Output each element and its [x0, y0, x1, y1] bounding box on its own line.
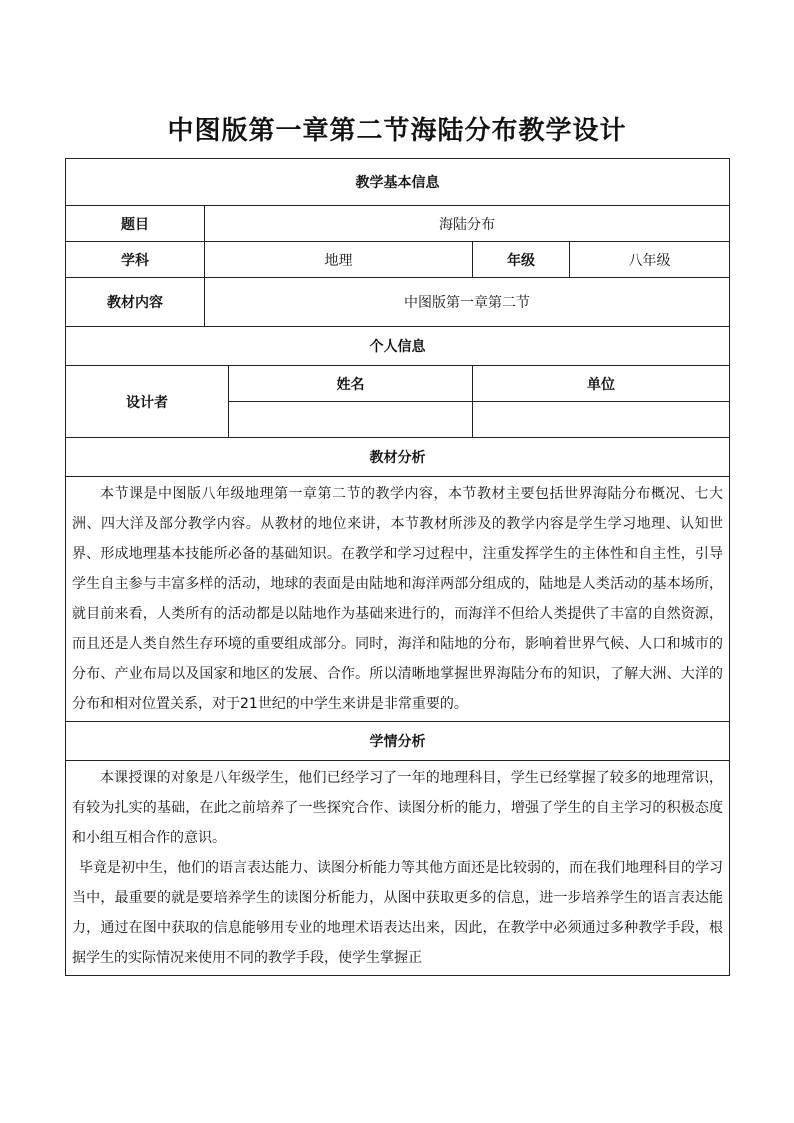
student-analysis-cell — [66, 761, 730, 976]
material-analysis-cell — [66, 477, 730, 722]
material-label: 教材内容 — [66, 278, 205, 327]
grade-value: 八年级 — [570, 242, 730, 278]
material-value: 中图版第一章第二节 — [205, 278, 730, 327]
document-title: 中图版第一章第二节海陆分布教学设计 — [167, 116, 627, 146]
basic-info-header-row — [66, 159, 730, 206]
student-analysis-row — [66, 761, 730, 976]
personal-info-header: 个人信息 — [66, 327, 730, 366]
personal-info-header-row — [66, 327, 730, 366]
unit-label: 单位 — [473, 366, 730, 402]
name-value-cell — [229, 402, 473, 438]
material-row — [66, 278, 730, 327]
basic-info-header: 教学基本信息 — [66, 159, 730, 206]
lesson-plan-table — [65, 158, 730, 976]
student-analysis-para-1: 本课授课的对象是八年级学生，他们已经学习了一年的地理科目，学生已经掌握了较多的地理常识，有较为扎实的基础，在此之前培养了一些探究合作、读图分析的能力，增强了学生的自主学习的积极态度和小组互相合作的意识。 — [72, 770, 724, 846]
material-analysis-text: 本节课是中图版八年级地理第一章第二节的教学内容，本节教材主要包括世界海陆分布概况、七大洲、四大洋及部分教学内容。从教材的地位来讲，本节教材所涉及的教学内容是学生学习地理、认知世界、形成地理基本技能所必备的基础知识。在教学和学习过程中，注重发挥学生的主体性和自主性，引导学生自主参与丰富多样的活动，地球的表面是由陆地和海洋两部分组成的，陆地是人类活动的基本场所，就目前来看，人类所有的活动都是以陆地作为基础来进行的，而海洋不但给人类提供了丰富的自然资源，而且还是人类自然生存环境的重要组成部分。同时，海洋和陆地的分布，影响着世界气候、人口和城市的分布、产业布局以及国家和地区的发展、合作。所以清晰地掌握世界海陆分布的知识，了解大洲、大洋的分布和相对位置关系，对于21世纪的中学生来讲是非常重要的。 — [72, 486, 724, 712]
unit-value-cell — [473, 402, 730, 438]
student-analysis-header: 学情分析 — [66, 722, 730, 761]
material-analysis-row — [66, 477, 730, 722]
topic-label: 题目 — [66, 206, 205, 242]
student-analysis-para-2: 毕竟是初中生，他们的语言表达能力、读图分析能力等其他方面还是比较弱的，而在我们地理科目的学习当中，最重要的就是要培养学生的读图分析能力，从图中获取更多的信息，进一步培养学生的语言表达能力，通过在图中获取的信息能够用专业的地理术语表达出来，因此，在教学中必须通过多种教学手段，根据学生的实际情况来使用不同的教学手段，使学生掌握正 — [72, 860, 724, 966]
name-label: 姓名 — [229, 366, 473, 402]
student-analysis-header-row — [66, 722, 730, 761]
material-analysis-header: 教材分析 — [66, 438, 730, 477]
material-analysis-header-row — [66, 438, 730, 477]
designer-label: 设计者 — [66, 366, 229, 438]
grade-label: 年级 — [473, 242, 570, 278]
subject-row — [66, 242, 730, 278]
subject-value: 地理 — [205, 242, 473, 278]
designer-row-1 — [66, 366, 730, 402]
subject-label: 学科 — [66, 242, 205, 278]
topic-value: 海陆分布 — [205, 206, 730, 242]
topic-row — [66, 206, 730, 242]
